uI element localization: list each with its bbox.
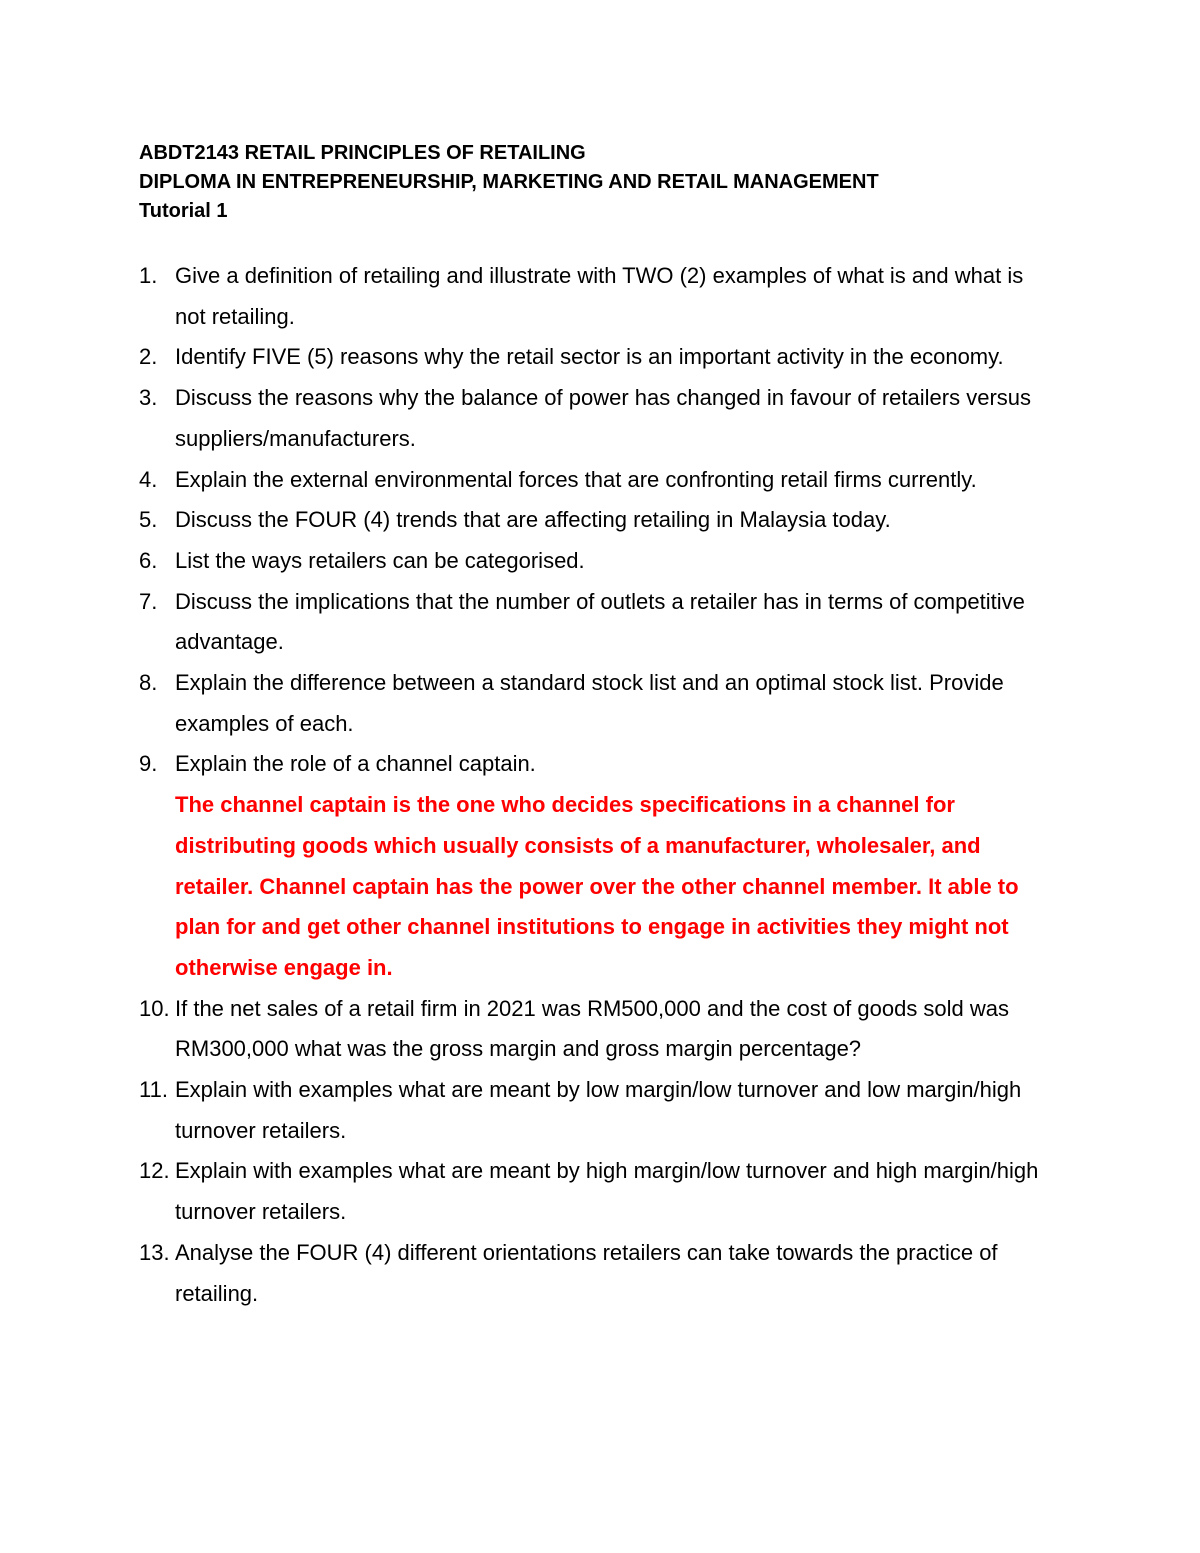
question-text: Identify FIVE (5) reasons why the retail sector is an important activity in the economy. [175,344,1004,370]
question-item [139,1233,1039,1314]
question-item [139,663,1039,744]
tutorial-title: Tutorial 1 [139,200,228,222]
question-number: 11. [139,1077,168,1103]
question-number: 3. [139,385,158,411]
question-number: 6. [139,547,158,573]
question-text: Discuss the reasons why the balance of power has changed in favour of retailers versus suppliers/manufacturers. [175,385,1032,451]
document-header [139,139,1039,226]
question-item [139,460,1039,501]
question-text: Discuss the FOUR (4) trends that are affecting retailing in Malaysia today. [175,507,891,533]
question-text: Explain the role of a channel captain. [175,751,536,777]
question-number: 12. [139,1158,170,1184]
question-number: 13. [139,1239,170,1265]
question-item [139,378,1039,459]
question-number: 7. [139,588,158,614]
question-number: 5. [139,507,158,533]
course-title: ABDT2143 RETAIL PRINCIPLES OF RETAILING [139,142,586,164]
question-text: Analyse the FOUR (4) different orientations retailers can take towards the practice of retailing. [175,1239,998,1306]
question-text: Discuss the implications that the number of outlets a retailer has in terms of competitive advantage. [175,588,1025,655]
question-number: 4. [139,466,158,492]
question-text: Explain with examples what are meant by low margin/low turnover and low margin/high turnover retailers. [175,1077,1022,1143]
question-text: Give a definition of retailing and illustrate with TWO (2) examples of what is and what is not retailing. [175,263,1024,329]
question-item [139,1070,1039,1151]
question-item [139,256,1039,337]
question-text: If the net sales of a retail firm in 2021 was RM500,000 and the cost of goods sold was RM300,000 what was the gross margin and gross margin percentage? [175,995,1010,1062]
question-item [139,500,1039,541]
question-item [139,1151,1039,1232]
question-number: 10. [139,995,170,1021]
question-number: 1. [139,263,158,288]
question-item [139,541,1039,582]
question-number: 9. [139,751,158,777]
question-text: Explain the external environmental forces that are confronting retail firms currently. [175,466,977,492]
question-item [139,989,1039,1070]
program-title: DIPLOMA IN ENTREPRENEURSHIP, MARKETING AND RETAIL MANAGEMENT [139,171,879,193]
answer-text: The channel captain is the one who decides specifications in a channel for distributing goods which usually consists of a manufacturer, wholesaler, and retailer. Channel captain has the power over the other channel member. It able to plan for and get other channel institutions to engage in activities they might not otherwise engage in. [175,792,1019,980]
question-text: List the ways retailers can be categorised. [175,547,585,573]
question-number: 8. [139,670,158,696]
question-item [139,337,1039,378]
question-list [139,256,1039,1314]
question-item [139,582,1039,663]
question-text: Explain with examples what are meant by high margin/low turnover and high margin/high turnover retailers. [175,1158,1039,1225]
question-item [139,744,1039,988]
question-text: Explain the difference between a standard stock list and an optimal stock list. Provide examples of each. [175,670,1004,736]
question-number: 2. [139,344,158,370]
